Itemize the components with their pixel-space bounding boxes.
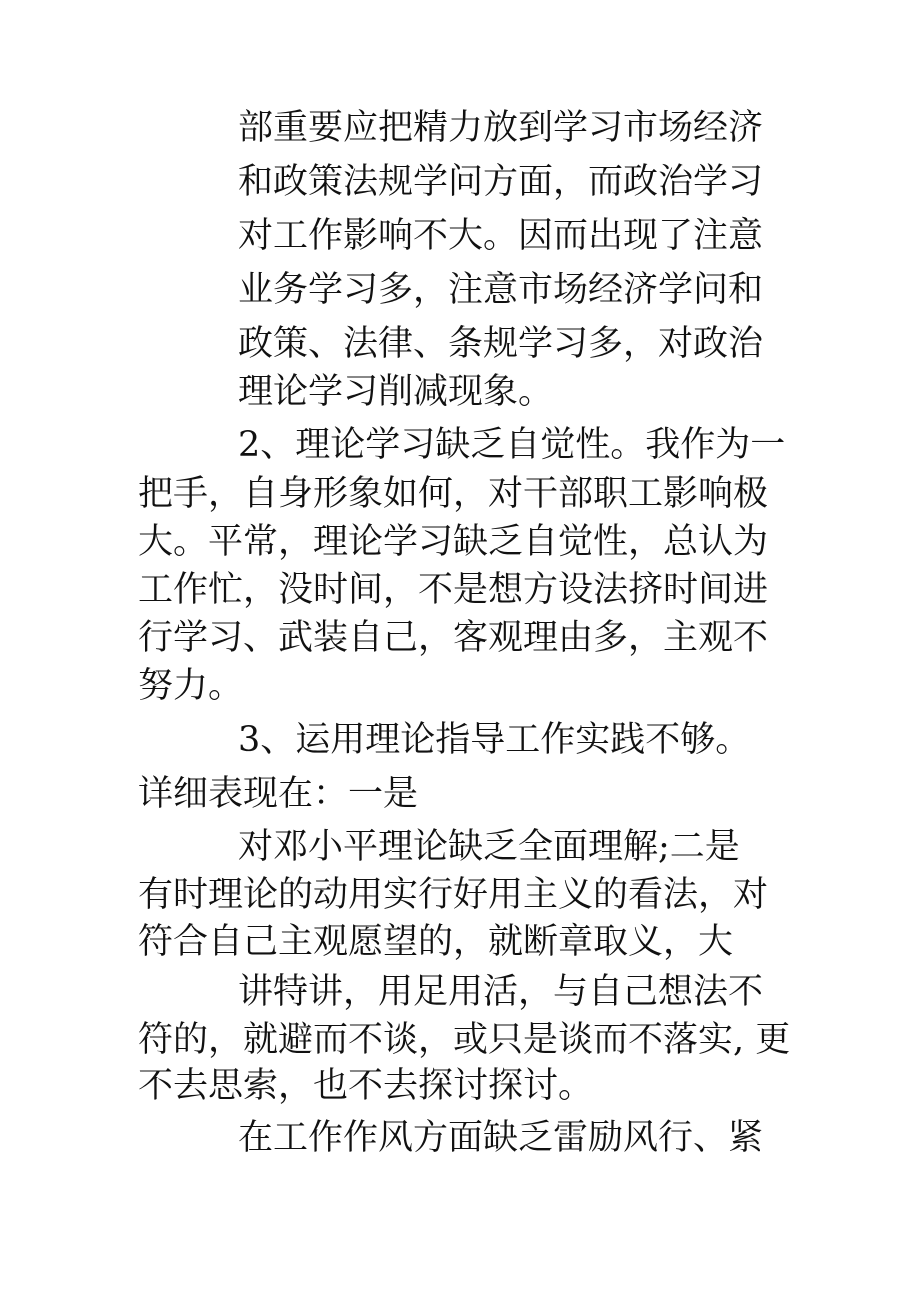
text-line: 工作忙，没时间，不是想方设法挤时间进 — [138, 570, 769, 610]
text-line: 行学习、武装自己，客观理由多，主观不 — [138, 618, 769, 658]
text-line: 努力。 — [138, 666, 244, 706]
text-line: 2、理论学习缺乏自觉性。我作为一 — [238, 425, 786, 465]
text-line: 业务学习多，注意市场经济学问和 — [238, 270, 764, 310]
text-line: 大。平常，理论学习缺乏自觉性，总认为 — [138, 522, 769, 562]
text-line: 符合自己主观愿望的，就断章取义，大 — [138, 922, 734, 962]
text-line: 和政策法规学问方面，而政治学习 — [238, 162, 764, 202]
text-line: 讲特讲，用足用活，与自己想法不 — [238, 972, 764, 1012]
text-line: 在工作作风方面缺乏雷励风行、紧 — [238, 1118, 764, 1158]
text-line: 有时理论的动用实行好用主义的看法，对 — [138, 875, 769, 915]
text-line: 不去思索，也不去探讨探讨。 — [138, 1066, 594, 1106]
text-line: 对邓小平理论缺乏全面理解;二是 — [238, 827, 740, 867]
text-line: 3、运用理论指导工作实践不够。 — [238, 720, 751, 760]
text-line: 详细表现在：一是 — [138, 774, 419, 814]
text-line: 把手，自身形象如何，对干部职工影响极 — [138, 474, 769, 514]
text-line: 符的，就避而不谈，或只是谈而不落实, 更 — [138, 1020, 791, 1060]
text-line: 政策、法律、条规学习多，对政治 — [238, 324, 764, 364]
text-line: 理论学习削减现象。 — [238, 372, 554, 412]
text-line: 部重要应把精力放到学习市场经济 — [238, 108, 764, 148]
text-line: 对工作影响不大。因而出现了注意 — [238, 216, 764, 256]
